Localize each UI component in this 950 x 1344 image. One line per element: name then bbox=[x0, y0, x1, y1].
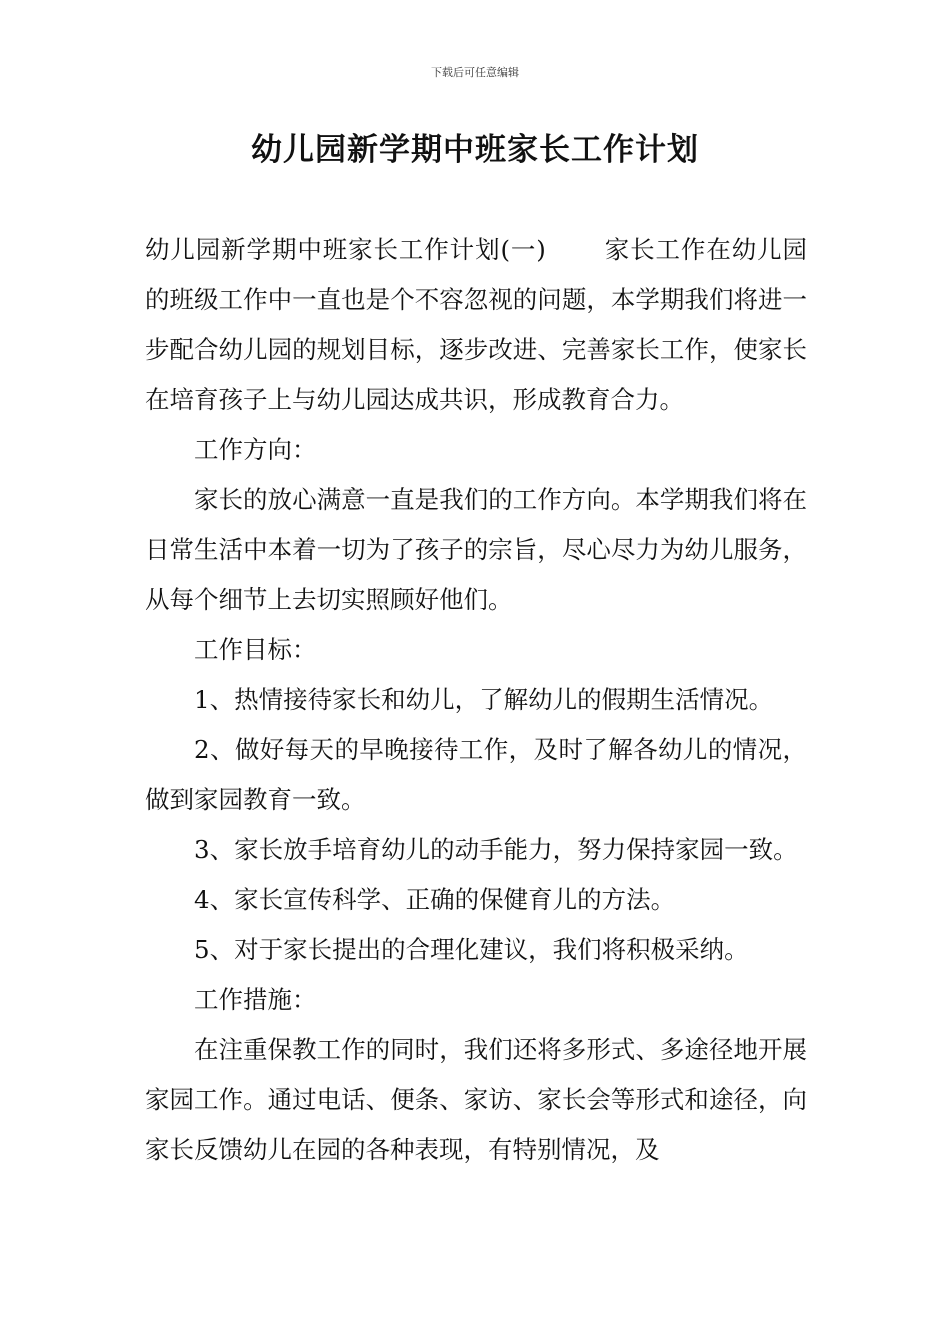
intro-text: 家长工作在幼儿园的班级工作中一直也是个不容忽视的问题，本学期我们将进一步配合幼儿园的规划目标，逐步改进、完善家长工作，使家长在培育孩子上与幼儿园达成共识，形成教育合力。 bbox=[145, 235, 807, 414]
section-heading-direction: 工作方向： bbox=[194, 435, 317, 464]
goal-item-4: 4、家长宣传科学、正确的保健育儿的方法。 bbox=[194, 885, 676, 914]
paragraph-direction: 家长的放心满意一直是我们的工作方向。本学期我们将在日常生活中本着一切为了孩子的宗旨，尽心尽力为幼儿服务，从每个细节上去切实照顾好他们。 bbox=[145, 485, 807, 614]
header-note: 下载后可任意编辑 bbox=[431, 66, 519, 79]
intro-paragraph bbox=[145, 225, 807, 425]
goal-item-5: 5、对于家长提出的合理化建议，我们将积极采纳。 bbox=[194, 935, 749, 964]
goal-item-1: 1、热情接待家长和幼儿，了解幼儿的假期生活情况。 bbox=[194, 685, 774, 714]
paragraph-measures: 在注重保教工作的同时，我们还将多形式、多途径地开展家园工作。通过电话、便条、家访、家长会等形式和途径，向家长反馈幼儿在园的各种表现，有特别情况，及 bbox=[145, 1035, 807, 1164]
document-title: 幼儿园新学期中班家长工作计划 bbox=[251, 132, 699, 168]
goal-item-3: 3、家长放手培育幼儿的动手能力，努力保持家园一致。 bbox=[194, 835, 798, 864]
document-body bbox=[145, 225, 807, 1175]
goal-item-2: 2、做好每天的早晚接待工作，及时了解各幼儿的情况，做到家园教育一致。 bbox=[145, 735, 807, 814]
intro-subtitle: 幼儿园新学期中班家长工作计划(一) bbox=[145, 235, 546, 264]
section-heading-goals: 工作目标： bbox=[194, 635, 317, 664]
section-heading-measures: 工作措施： bbox=[194, 985, 317, 1014]
